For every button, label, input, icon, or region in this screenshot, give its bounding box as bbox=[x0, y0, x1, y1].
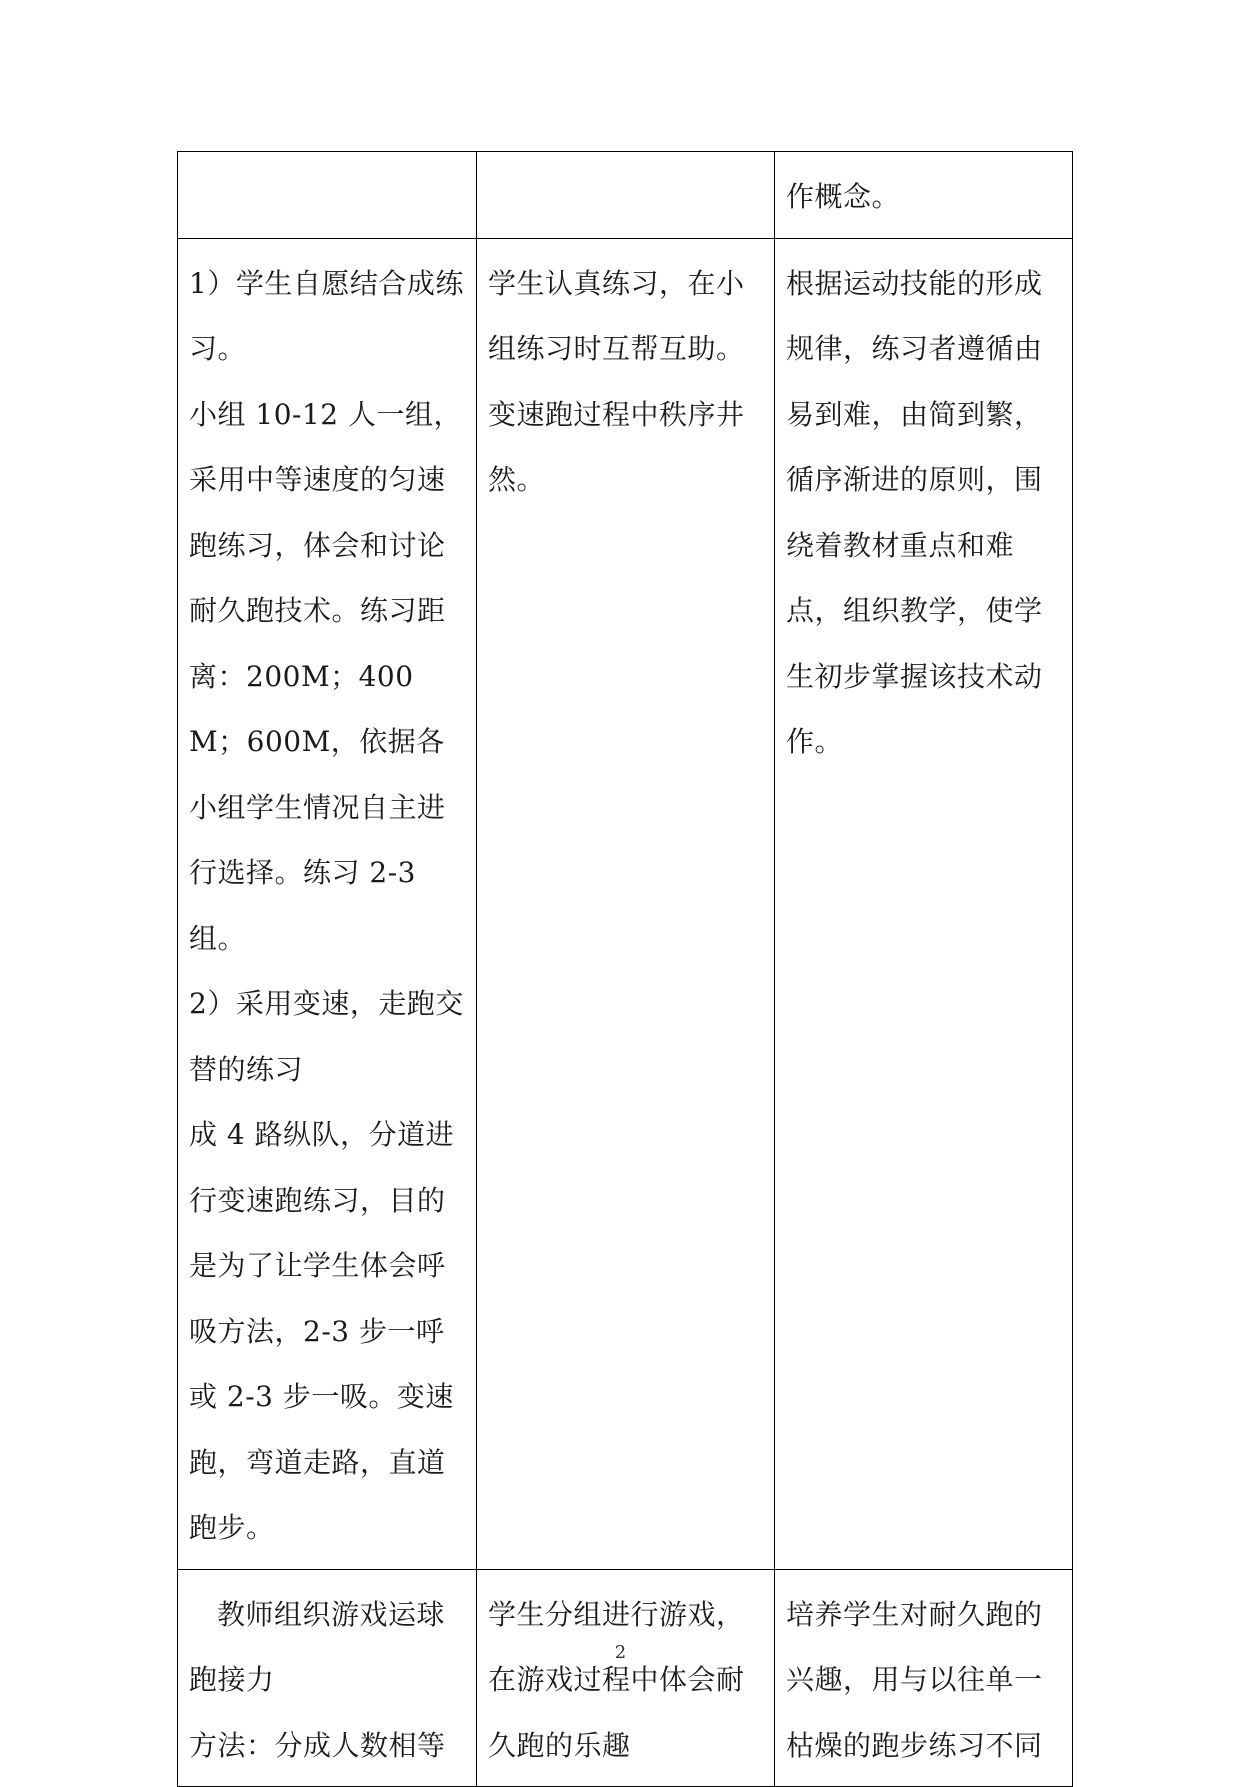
table-cell-activity bbox=[178, 152, 477, 239]
page-number: 2 bbox=[614, 1642, 627, 1663]
cell-paragraph: 小组 10-12 人一组，采用中等速度的匀速跑练习，体会和讨论耐久跑技术。练习距离：200M；400M；600M，依据各小组学生情况自主进行选择。练习 2-3 组。 bbox=[189, 397, 463, 955]
cell-paragraph: 1）学生自愿结合成练习。 bbox=[189, 266, 464, 365]
cell-paragraph: 教师组织游戏运球跑接力 bbox=[189, 1597, 446, 1696]
lesson-plan-table bbox=[177, 151, 1073, 1787]
cell-paragraph: 学生认真练习，在小组练习时互帮互助。变速跑过程中秩序井然。 bbox=[488, 266, 745, 496]
table-row bbox=[178, 152, 1073, 239]
table-row bbox=[178, 238, 1073, 1569]
cell-paragraph: 方法：分成人数相等 bbox=[189, 1728, 446, 1762]
table-cell-student bbox=[477, 238, 775, 1569]
table-cell-student bbox=[477, 152, 775, 239]
cell-paragraph: 根据运动技能的形成规律，练习者遵循由易到难，由简到繁，循序渐进的原则，围绕着教材重点和难点，组织教学，使学生初步掌握该技术动作。 bbox=[786, 266, 1043, 758]
cell-paragraph: 培养学生对耐久跑的兴趣，用与以往单一枯燥的跑步练习不同 bbox=[786, 1597, 1043, 1762]
cell-paragraph: 2）采用变速，走跑交替的练习 bbox=[189, 987, 464, 1086]
cell-paragraph: 成 4 路纵队，分道进行变速跑练习，目的是为了让学生体会呼吸方法，2-3 步一呼或 2-3 步一吸。变速跑，弯道走路，直道跑步。 bbox=[189, 1118, 455, 1544]
table-cell-purpose bbox=[775, 152, 1073, 239]
table-cell-purpose bbox=[775, 238, 1073, 1569]
table-cell-activity bbox=[178, 238, 477, 1569]
cell-paragraph: 学生分组进行游戏，在游戏过程中体会耐久跑的乐趣 bbox=[488, 1597, 745, 1762]
cell-paragraph: 作概念。 bbox=[786, 180, 901, 213]
